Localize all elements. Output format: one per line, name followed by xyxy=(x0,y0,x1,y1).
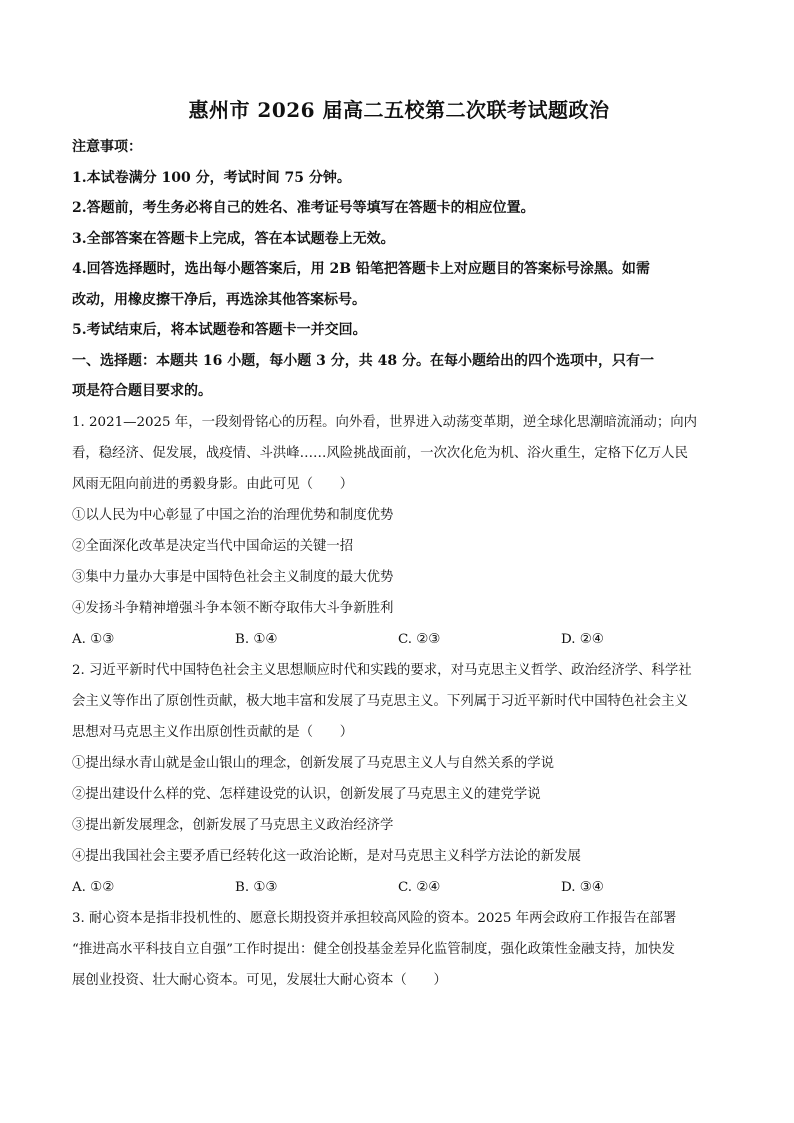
choice-b: B. ①③ xyxy=(235,879,278,895)
notice-item: 2.答题前，考生务必将自己的姓名、准考证号等填写在答题卡的相应位置。 xyxy=(72,200,535,216)
statement-item: ②全面深化改革是决定当代中国命运的关键一招 xyxy=(72,538,354,554)
choice-a: A. ①③ xyxy=(72,631,115,647)
answer-choices xyxy=(72,872,726,903)
question-1 xyxy=(72,407,726,655)
answer-choices xyxy=(72,624,726,655)
section-heading xyxy=(72,346,726,407)
question-stem-line: 思想对马克思主义作出原创性贡献的是（ ） xyxy=(72,724,354,740)
notice-item: 1.本试卷满分 100 分，考试时间 75 分钟。 xyxy=(72,169,351,186)
question-stem-line: “推进高水平科技自立自强”工作时提出：健全创投基金差异化监管制度，强化政策性金融支持，加快发 xyxy=(72,941,675,957)
statement-item: ④发扬斗争精神增强斗争本领不断夺取伟大斗争新胜利 xyxy=(72,600,394,616)
question-stem-line: 1. 2021—2025 年，一段刻骨铭心的历程。向外看，世界进入动荡变革期，逆全球化思潮暗流涌动；向内 xyxy=(72,414,698,430)
statement-item: ②提出建设什么样的党、怎样建设党的认识，创新发展了马克思主义的建党学说 xyxy=(72,786,541,802)
choice-b: B. ①④ xyxy=(235,631,278,647)
statement-item: ④提出我国社会主要矛盾已经转化这一政治论断，是对马克思主义科学方法论的新发展 xyxy=(72,848,581,864)
question-stem-line: 2. 习近平新时代中国特色社会主义思想顺应时代和实践的要求，对马克思主义哲学、政治经济学、科学社 xyxy=(72,662,692,678)
choice-d: D. ③④ xyxy=(561,879,604,895)
notice-item: 4.回答选择题时，选出每小题答案后，用 2B 铅笔把答题卡上对应题目的答案标号涂黑。如需 xyxy=(72,261,650,277)
section-line: 一、选择题：本题共 16 小题，每小题 3 分，共 48 分。在每小题给出的四个选项中，只有一 xyxy=(72,352,654,369)
choice-c: C. ②④ xyxy=(398,879,441,895)
question-2 xyxy=(72,655,726,903)
section-line: 项是符合题目要求的。 xyxy=(72,383,212,399)
notice-item: 改动，用橡皮擦干净后，再选涂其他答案标号。 xyxy=(72,291,366,308)
question-3 xyxy=(72,903,726,996)
question-stem-line: 展创业投资、壮大耐心资本。可见，发展壮大耐心资本（ ） xyxy=(72,972,447,988)
choice-a: A. ①② xyxy=(72,879,115,895)
notice-heading: 注意事项： xyxy=(72,139,142,155)
exam-page xyxy=(72,96,726,996)
choice-d: D. ②④ xyxy=(561,631,604,647)
choice-c: C. ②③ xyxy=(398,631,441,647)
notice-block xyxy=(72,132,726,346)
statement-item: ①提出绿水青山就是金山银山的理念，创新发展了马克思主义人与自然关系的学说 xyxy=(72,755,555,771)
question-stem-line: 风雨无阻向前进的勇毅身影。由此可见（ ） xyxy=(72,476,354,492)
statement-item: ③集中力量办大事是中国特色社会主义制度的最大优势 xyxy=(72,569,394,585)
notice-item: 5.考试结束后，将本试题卷和答题卡一并交回。 xyxy=(72,322,367,338)
notice-item: 3.全部答案在答题卡上完成，答在本试题卷上无效。 xyxy=(72,230,395,247)
statement-item: ①以人民为中心彰显了中国之治的治理优势和制度优势 xyxy=(72,507,394,523)
question-stem-line: 会主义等作出了原创性贡献，极大地丰富和发展了马克思主义。下列属于习近平新时代中国特色社会主义 xyxy=(72,693,688,709)
question-stem-line: 看，稳经济、促发展，战疫情、斗洪峰……风险挑战面前，一次次化危为机、浴火重生，定格下亿万人民 xyxy=(72,445,688,461)
question-stem-line: 3. 耐心资本是指非投机性的、愿意长期投资并承担较高风险的资本。2025 年两会政府工作报告在部署 xyxy=(72,910,677,926)
page-title: 惠州市 2026 届高二五校第二次联考试题政治 xyxy=(188,98,610,122)
statement-item: ③提出新发展理念，创新发展了马克思主义政治经济学 xyxy=(72,817,394,833)
